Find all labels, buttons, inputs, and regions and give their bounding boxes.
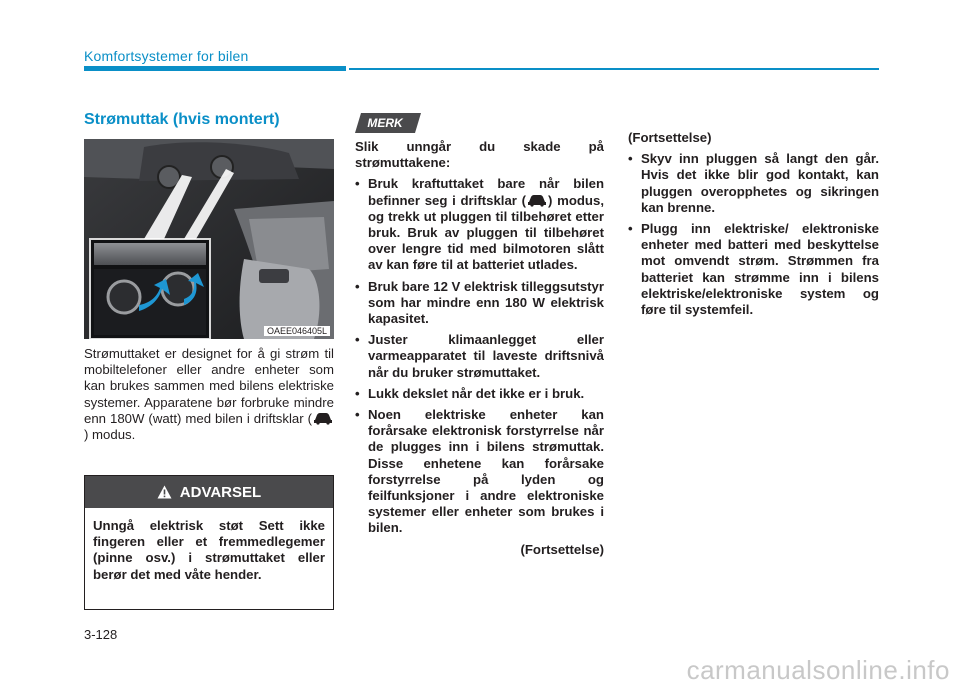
car-ready-icon	[526, 193, 548, 207]
warning-title: ADVARSEL	[179, 483, 262, 501]
note-label: MERK	[367, 116, 403, 130]
list-item: • Lukk dekslet når det ikke er i bruk.	[355, 386, 604, 402]
list-item: • Noen elektriske enheter kan forårsake elektronisk forstyrrelse når de plugges inn i bilens strømuttak. Disse enhetene kan forårsake forstyrrelse på lyden og feilfunksjoner i andre elektroniske systemer eller enheter som brukes i bilen.	[355, 407, 604, 537]
note-continued-column	[628, 130, 879, 323]
intro-text: Strømuttaket er designet for å gi strøm til mobiltelefoner eller andre enheter som kan brukes sammen med bilens elektriske systemer. Apparatene bør forbruke mindre enn 180W (watt) med bilen i driftsklar (	[84, 346, 334, 426]
list-item: • Skyv inn pluggen så langt den går. Hvis det ikke blir god kontakt, kan pluggen overopphetes og sikringen kan brenne.	[628, 151, 879, 216]
note-list-continued	[628, 151, 879, 318]
page-number: 3-128	[84, 627, 118, 642]
list-item: • Bruk bare 12 V elektrisk tilleggsutstyr som har mindre enn 180 W elektrisk kapasitet.	[355, 279, 604, 328]
continued-heading: (Fortsettelse)	[628, 130, 712, 145]
chapter-title: Komfortsystemer for bilen	[84, 48, 249, 64]
list-item	[355, 176, 604, 273]
note-list	[355, 176, 604, 536]
note-bullet-text: Bruk kraftuttaket bare når bilen befinner seg i driftsklar (	[368, 176, 604, 208]
note-bullet-text: ) modus, og trekk ut pluggen til tilbehøret etter bruk. Bruk av pluggen til tilbehøret over lengre tid med bilmotoren slått av kan føre til at batteriet utlades.	[368, 192, 604, 273]
section-title: Strømuttak (hvis montert)	[84, 111, 280, 128]
warning-triangle-icon	[157, 485, 172, 499]
list-item: • Juster klimaanlegget eller varmeapparatet til laveste driftsnivå når du bruker strømuttaket.	[355, 332, 604, 381]
car-ready-icon	[312, 411, 334, 425]
list-item: • Plugg inn elektriske/ elektroniske enheter med batteri med beskyttelse mot omvendt strøm. Strømmen fra batteriet kan strømme inn i bilens elektriske/elektroniske system og føre til systemfeil.	[628, 221, 879, 318]
warning-box	[84, 475, 334, 610]
image-code: OAEE046405L	[264, 326, 330, 336]
note-column	[355, 139, 604, 558]
console-illustration	[84, 139, 334, 339]
warning-text: Unngå elektrisk støt Sett ikke fingeren eller et fremmedlegemer (pinne osv.) i strømuttaket eller berør det med våte hender.	[93, 518, 325, 582]
header-rule	[349, 68, 879, 70]
continued-label: (Fortsettelse)	[520, 541, 604, 557]
warning-header	[85, 476, 333, 508]
intro-text-end: ) modus.	[84, 427, 136, 443]
note-intro: Slik unngår du skade på strømuttakene:	[355, 139, 604, 171]
power-outlet-photo	[84, 139, 334, 339]
note-badge	[355, 113, 421, 133]
watermark: carmanualsonline.info	[686, 655, 950, 685]
header-bar	[84, 66, 346, 71]
intro-paragraph	[84, 346, 334, 443]
